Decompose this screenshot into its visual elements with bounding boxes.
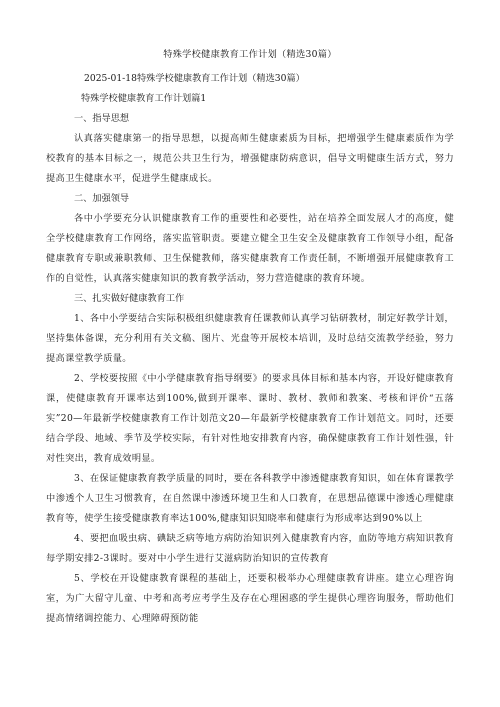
- heading-strengthen-leadership: 二、加强领导: [74, 193, 130, 204]
- paragraph-item-5: 5、学校在开设健康教育课程的基础上，还要积极举办心理健康教育讲座。建立心理咨询室，为广大留守儿童、中考和高考应考学生及存在心理困惑的学生提供心理咨询服务，帮助他们提高情绪调控能力、心理障碍预防能: [46, 573, 454, 624]
- heading-health-education-work: 三、扎实做好健康教育工作: [74, 293, 185, 304]
- paragraph-item-3: 3、在保证健康教育教学质量的同时，要在各科教学中渗透健康教育知识，如在体育课教学中渗透个人卫生习惯教育，在自然课中渗透环境卫生和人口教育，在思想品德课中渗透心理健康教育等，使学生接受健康教育率达100%,健康知识知晓率和健康行为形成率达到90%以上: [46, 473, 454, 524]
- paragraph-item-1: 1、各中小学要结合实际积极组织健康教育任课教师认真学习钻研教材，制定好教学计划，坚持集体备课，充分利用有关文稿、图片、光盘等开展校本培训，及时总结交流教学经验，努力提高课堂教学质量。: [46, 313, 454, 364]
- heading-guiding-ideology: 一、指导思想: [74, 113, 130, 124]
- paragraph-item-2: 2、学校要按照《中小学健康教育指导纲要》的要求具体目标和基本内容，开设好健康教育课，使健康教育开课率达到100%,做到开课率、课时、教材、教师和教案、考核和评价“五落实”20—年最新学校健康教育工作计划范文20—年最新学校健康教育工作计划范文。同时，还要结合学段、地域、季节及学校实际，有针对性地安排教育内容，确保健康教育工作计划性强，针对性突出，教育成效明显。: [46, 373, 454, 464]
- document-date-line: 2025-01-18特殊学校健康教育工作计划（精选30篇）: [84, 73, 305, 84]
- paragraph-item-4: 4、要把血吸虫病、碘缺乏病等地方病防治知识列入健康教育内容，血防等地方病知识教育每学期安排2-3课时。要对中小学生进行艾滋病防治知识的宣传教育: [46, 533, 454, 564]
- paragraph-guiding-ideology: 认真落实健康第一的指导思想，以提高师生健康素质为目标，把增强学生健康素质作为学校教育的基本目标之一，规范公共卫生行为，增强健康防病意识，倡导文明健康生活方式，努力提高卫生健康水平，促进学生健康成长。: [46, 133, 454, 184]
- document-title: 特殊学校健康教育工作计划（精选30篇）: [163, 49, 337, 60]
- section-title: 特殊学校健康教育工作计划篇1: [81, 93, 207, 104]
- paragraph-strengthen-leadership: 各中小学要充分认识健康教育工作的重要性和必要性，站在培养全面发展人才的高度，健全学校健康教育工作网络，落实监管职责。要建立健全卫生安全及健康教育工作领导小组，配备健康教育专职或兼职教师、卫生保健教师，落实健康教育工作责任制，不断增强开展健康教育工作的自觉性，认真落实健康知识的教育教学活动，努力营造健康的教育环境。: [46, 213, 454, 284]
